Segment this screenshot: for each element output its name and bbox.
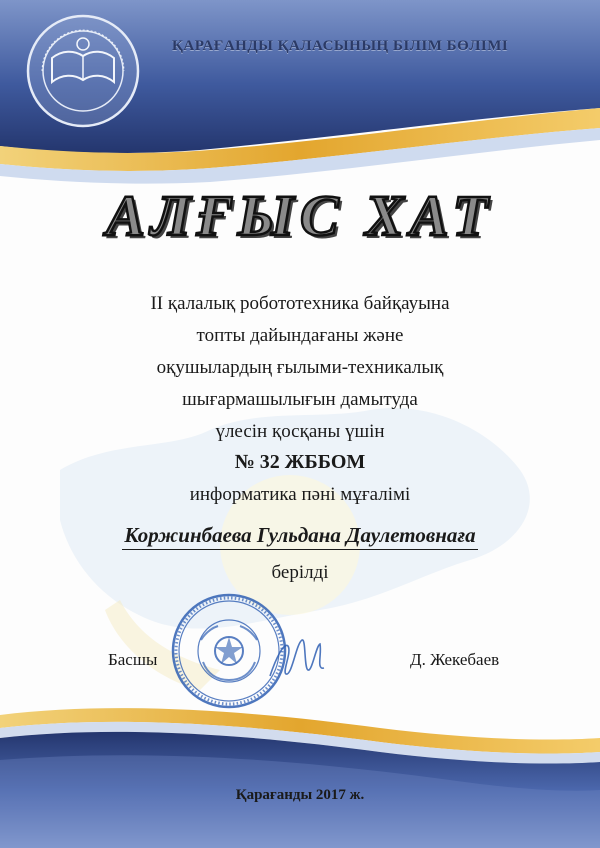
awarded-text: берілді (271, 562, 329, 583)
citation-line: топты дайындағаны және (196, 325, 404, 346)
citation-line: оқушылардың ғылыми-техникалық (156, 357, 444, 378)
head-label: Басшы (108, 650, 158, 669)
organization-name: ҚАРАҒАНДЫ ҚАЛАСЫНЫҢ БІЛІМ БӨЛІМІ (172, 38, 509, 54)
head-name: Д. Жекебаев (410, 650, 500, 669)
place-and-year: Қарағанды 2017 ж. (235, 787, 365, 803)
citation-line: үлесін қосқаны үшін (215, 421, 385, 442)
recipient-name-wrapper (0, 523, 600, 550)
education-department-logo (22, 12, 144, 130)
citation-text (60, 288, 540, 448)
signature (262, 624, 332, 694)
citation-line: II қалалық робототехника байқауына (150, 293, 450, 314)
certificate-title: АЛҒЫС ХАТ (106, 183, 494, 248)
recipient-name: Коржинбаева Гульдана Даулетовнаға (122, 523, 477, 550)
teacher-position: информатика пәні мұғалімі (189, 484, 411, 505)
citation-line: шығармашылығын дамытуда (182, 389, 418, 410)
school-name: № 32 ЖББОМ (234, 451, 366, 473)
